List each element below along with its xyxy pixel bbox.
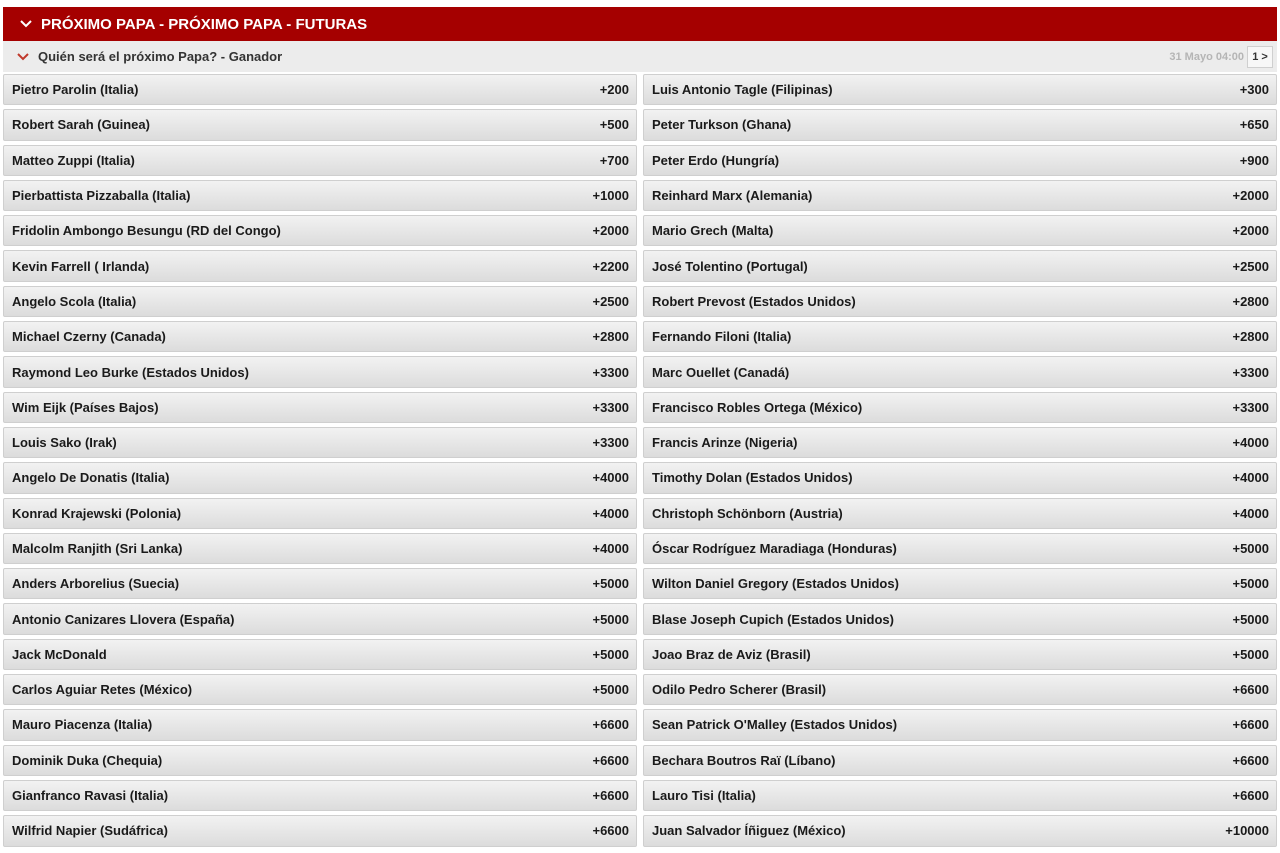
selection-name: Marc Ouellet (Canadá) (652, 364, 790, 380)
selection-odds: +2800 (592, 329, 629, 345)
selection-name: Louis Sako (Irak) (12, 435, 117, 451)
selection-name: Peter Turkson (Ghana) (652, 117, 792, 133)
selection-name: Kevin Farrell ( Irlanda) (12, 258, 150, 274)
selection-button[interactable] (3, 815, 637, 846)
selection-name: Mauro Piacenza (Italia) (12, 717, 153, 733)
selection-odds: +3300 (592, 364, 629, 380)
selection-name: Angelo De Donatis (Italia) (12, 470, 170, 486)
selection-odds: +6600 (1232, 717, 1269, 733)
selection-button[interactable] (3, 603, 637, 634)
selection-name: Mario Grech (Malta) (652, 223, 774, 239)
selection-button[interactable] (643, 815, 1277, 846)
selection-button[interactable] (643, 145, 1277, 176)
selection-button[interactable] (643, 215, 1277, 246)
selection-button[interactable] (3, 215, 637, 246)
selection-button[interactable] (643, 533, 1277, 564)
selection-button[interactable] (643, 109, 1277, 140)
selection-name: Pierbattista Pizzaballa (Italia) (12, 188, 191, 204)
selection-name: Konrad Krajewski (Polonia) (12, 505, 182, 521)
selection-name: Luis Antonio Tagle (Filipinas) (652, 82, 833, 98)
selection-name: Christoph Schönborn (Austria) (652, 505, 843, 521)
selection-name: Robert Prevost (Estados Unidos) (652, 293, 856, 309)
selection-button[interactable] (3, 745, 637, 776)
selection-name: Matteo Zuppi (Italia) (12, 152, 135, 168)
selection-odds: +300 (1239, 82, 1269, 98)
selection-button[interactable] (643, 286, 1277, 317)
selection-button[interactable] (3, 780, 637, 811)
selection-name: Peter Erdo (Hungría) (652, 152, 780, 168)
section-header[interactable] (3, 7, 1277, 41)
selection-button[interactable] (643, 709, 1277, 740)
selection-odds: +5000 (592, 682, 629, 698)
selection-name: Odilo Pedro Scherer (Brasil) (652, 682, 827, 698)
selection-name: Antonio Canizares Llovera (España) (12, 611, 235, 627)
selection-odds: +200 (599, 82, 629, 98)
selection-odds: +3300 (1232, 364, 1269, 380)
selection-button[interactable] (643, 674, 1277, 705)
selection-button[interactable] (3, 250, 637, 281)
selection-name: Sean Patrick O'Malley (Estados Unidos) (652, 717, 898, 733)
selection-name: Juan Salvador Íñiguez (México) (652, 823, 846, 839)
page-next-button[interactable]: 1 > (1247, 46, 1273, 68)
selection-button[interactable] (643, 180, 1277, 211)
market-date: 31 Mayo 04:00 (1169, 51, 1244, 63)
selection-button[interactable] (3, 321, 637, 352)
selection-name: Bechara Boutros Raï (Líbano) (652, 752, 836, 768)
selection-button[interactable] (3, 392, 637, 423)
selection-button[interactable] (643, 498, 1277, 529)
selection-odds: +6600 (592, 788, 629, 804)
selection-odds: +6600 (592, 823, 629, 839)
selection-button[interactable] (643, 392, 1277, 423)
selection-odds: +2500 (1232, 258, 1269, 274)
selection-button[interactable] (643, 74, 1277, 105)
selection-name: Wilfrid Napier (Sudáfrica) (12, 823, 168, 839)
selection-odds: +3300 (1232, 399, 1269, 415)
selection-odds: +5000 (1232, 541, 1269, 556)
selection-button[interactable] (3, 568, 637, 599)
market-title: Quién será el próximo Papa? - Ganador (38, 49, 283, 64)
selection-button[interactable] (3, 709, 637, 740)
selection-odds: +5000 (1232, 611, 1269, 627)
selection-button[interactable] (643, 356, 1277, 387)
selection-odds: +2800 (1232, 293, 1269, 309)
selection-button[interactable] (643, 321, 1277, 352)
selection-name: Fridolin Ambongo Besungu (RD del Congo) (12, 223, 281, 239)
selection-odds: +900 (1239, 152, 1269, 168)
selection-button[interactable] (3, 674, 637, 705)
selection-button[interactable] (3, 286, 637, 317)
selection-odds: +6600 (1232, 788, 1269, 804)
selection-name: Angelo Scola (Italia) (12, 293, 137, 309)
selection-odds: +2000 (592, 223, 629, 239)
selection-name: Blase Joseph Cupich (Estados Unidos) (652, 611, 894, 627)
selection-odds: +4000 (1232, 435, 1269, 451)
selection-name: Anders Arborelius (Suecia) (12, 576, 180, 592)
selection-odds: +5000 (1232, 576, 1269, 592)
chevron-down-icon[interactable] (19, 17, 33, 31)
selection-name: Carlos Aguiar Retes (México) (12, 682, 193, 698)
selection-odds: +5000 (592, 576, 629, 592)
selection-button[interactable] (3, 356, 637, 387)
section-title: PRÓXIMO PAPA - PRÓXIMO PAPA - FUTURAS (41, 15, 368, 33)
selection-name: Gianfranco Ravasi (Italia) (12, 788, 169, 804)
selection-button[interactable] (643, 462, 1277, 493)
market-header[interactable] (3, 41, 1277, 72)
selection-name: José Tolentino (Portugal) (652, 258, 808, 274)
selection-name: Timothy Dolan (Estados Unidos) (652, 470, 853, 486)
selection-name: Michael Czerny (Canada) (12, 329, 166, 345)
selection-button[interactable] (3, 462, 637, 493)
selection-button[interactable] (643, 745, 1277, 776)
selection-name: Wilton Daniel Gregory (Estados Unidos) (652, 576, 899, 592)
selection-button[interactable] (643, 603, 1277, 634)
selection-odds: +2000 (1232, 188, 1269, 204)
selection-odds: +5000 (592, 646, 629, 662)
selection-odds: +4000 (592, 541, 629, 556)
selection-name: Raymond Leo Burke (Estados Unidos) (12, 364, 249, 380)
selection-odds: +2200 (592, 258, 629, 274)
selection-name: Francisco Robles Ortega (México) (652, 399, 863, 415)
selection-name: Wim Eijk (Países Bajos) (12, 399, 159, 415)
market-meta (1169, 46, 1273, 68)
selection-button[interactable] (3, 74, 637, 105)
selection-button[interactable] (3, 145, 637, 176)
selection-name: Francis Arinze (Nigeria) (652, 435, 798, 451)
selection-odds: +10000 (1225, 823, 1269, 839)
chevron-down-icon[interactable] (17, 51, 29, 63)
selection-button[interactable] (3, 427, 637, 458)
selection-odds: +5000 (1232, 646, 1269, 662)
selection-odds: +500 (599, 117, 629, 133)
selection-odds: +3300 (592, 435, 629, 451)
selection-odds: +1000 (592, 188, 629, 204)
selection-button[interactable] (3, 109, 637, 140)
selection-name: Malcolm Ranjith (Sri Lanka) (12, 541, 183, 556)
selection-odds: +650 (1239, 117, 1269, 133)
selection-odds: +5000 (592, 611, 629, 627)
selection-odds: +4000 (592, 470, 629, 486)
selection-name: Óscar Rodríguez Maradiaga (Honduras) (652, 541, 897, 556)
selection-button[interactable] (643, 568, 1277, 599)
selection-name: Fernando Filoni (Italia) (652, 329, 792, 345)
selection-odds: +6600 (592, 752, 629, 768)
selection-odds: +4000 (1232, 470, 1269, 486)
selection-name: Jack McDonald (12, 646, 107, 662)
selection-odds: +2800 (1232, 329, 1269, 345)
selection-odds: +6600 (1232, 682, 1269, 698)
selection-name: Reinhard Marx (Alemania) (652, 188, 813, 204)
selection-odds: +6600 (592, 717, 629, 733)
selection-name: Dominik Duka (Chequia) (12, 752, 163, 768)
selection-odds: +3300 (592, 399, 629, 415)
selection-name: Pietro Parolin (Italia) (12, 82, 139, 98)
selection-button[interactable] (643, 250, 1277, 281)
selection-odds: +6600 (1232, 752, 1269, 768)
selection-button[interactable] (643, 639, 1277, 670)
selection-odds: +700 (599, 152, 629, 168)
selection-button[interactable] (3, 180, 637, 211)
selection-button[interactable] (643, 780, 1277, 811)
selection-button[interactable] (3, 498, 637, 529)
selection-name: Joao Braz de Aviz (Brasil) (652, 646, 811, 662)
odds-grid (3, 74, 1277, 847)
selection-button[interactable] (3, 533, 637, 564)
selection-button[interactable] (643, 427, 1277, 458)
selection-name: Lauro Tisi (Italia) (652, 788, 756, 804)
selection-odds: +2500 (592, 293, 629, 309)
selection-odds: +2000 (1232, 223, 1269, 239)
selection-name: Robert Sarah (Guinea) (12, 117, 150, 133)
selection-odds: +4000 (1232, 505, 1269, 521)
selection-button[interactable] (3, 639, 637, 670)
selection-odds: +4000 (592, 505, 629, 521)
